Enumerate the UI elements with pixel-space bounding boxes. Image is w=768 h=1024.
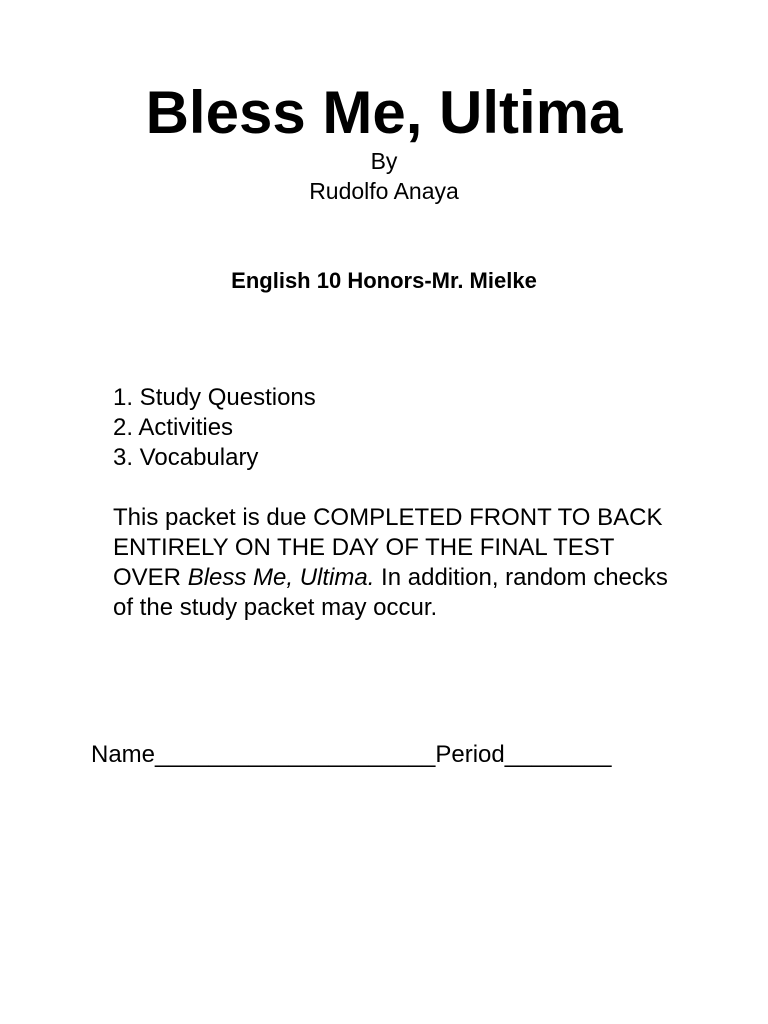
due-notice-book-title: Bless Me, Ultima. (187, 564, 375, 591)
due-notice-text: This packet is due COMPLETED FRONT TO BACK ENTIRELY ON THE DAY OF THE FINAL TEST OVER (113, 504, 663, 591)
course-heading: English 10 Honors-Mr. Mielke (231, 268, 537, 293)
contents-item-vocabulary: 3. Vocabulary (113, 444, 259, 471)
contents-item-study-questions: 1. Study Questions (113, 384, 316, 411)
contents-list (113, 383, 316, 473)
due-notice (113, 503, 673, 623)
name-period-line (91, 740, 612, 770)
name-blank: _____________________ (155, 741, 436, 768)
document-title: Bless Me, Ultima (145, 79, 623, 146)
name-label: Name (91, 741, 156, 768)
author-name: Rudolfo Anaya (309, 178, 459, 204)
due-notice-text-continued: In addition, random checks of the study packet may occur. (113, 564, 668, 621)
byline-by: By (370, 148, 398, 174)
period-label: Period (435, 741, 505, 768)
contents-item-activities: 2. Activities (113, 414, 234, 441)
period-blank: ________ (504, 741, 612, 768)
